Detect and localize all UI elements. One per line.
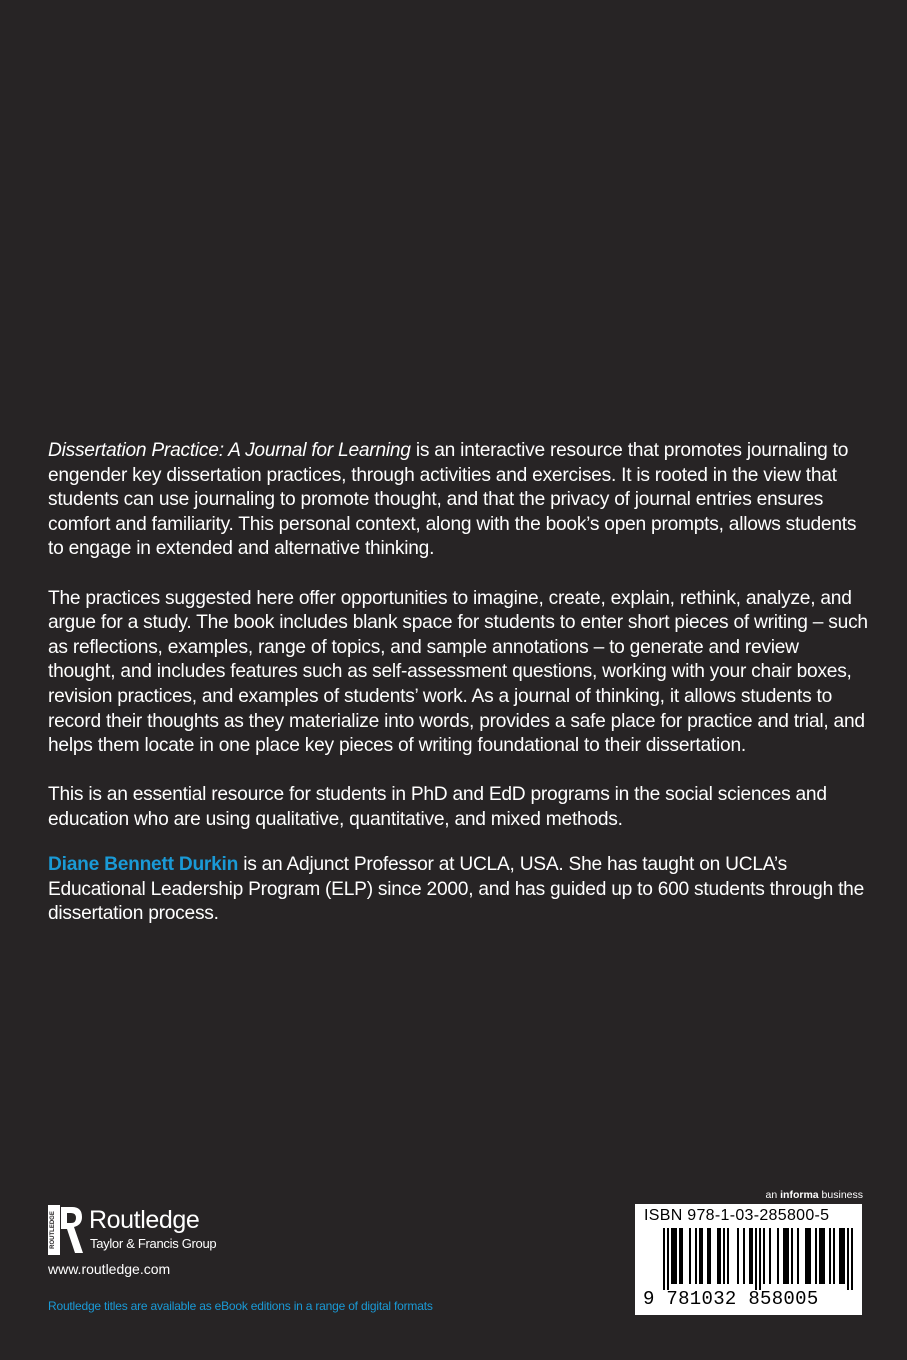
blurb-paragraph-1 (48, 439, 870, 562)
barcode-bar (819, 1228, 821, 1284)
barcode-bar (723, 1228, 725, 1284)
barcode-bar (815, 1228, 817, 1284)
barcode-bar (695, 1228, 697, 1284)
barcode-bar (783, 1228, 785, 1284)
routledge-r-logo-icon (48, 1205, 84, 1255)
barcode-bar (829, 1228, 831, 1284)
barcode-bar (841, 1228, 843, 1284)
isbn-label: ISBN 978-1-03-285800-5 (644, 1207, 830, 1224)
barcode-bar (709, 1228, 711, 1284)
isbn-barcode (635, 1204, 862, 1315)
barcode-bar (751, 1228, 753, 1284)
barcode-bar (763, 1228, 765, 1284)
publisher-website: www.routledge.com (48, 1261, 171, 1277)
barcode-bar (701, 1228, 703, 1284)
publisher-name: Routledge (89, 1206, 200, 1234)
barcode-bar (673, 1228, 675, 1284)
logo-vertical-text: ROUTLEDGE (50, 1211, 56, 1249)
blurb-paragraph-1-text: is an interactive resource that promotes journaling to engender key dissertation practices, through activities and exercises. It is rooted in the view that students can use journaling to promote thought, and that the privacy of journal entries ensures comfort and familiarity. This personal context, along with the book’s open prompts, allows students to engage in extended and alternative thinking. (48, 440, 857, 560)
barcode-bars (635, 1228, 862, 1292)
barcode-bar (727, 1228, 729, 1284)
barcode-bar (755, 1228, 757, 1290)
barcode-bar (807, 1228, 809, 1284)
barcode-bar (717, 1228, 719, 1284)
publisher-group: Taylor & Francis Group (90, 1236, 217, 1251)
barcode-bar (823, 1228, 825, 1284)
barcode-bar (843, 1228, 845, 1284)
publisher-block (48, 1205, 308, 1255)
barcode-bar (681, 1228, 683, 1284)
barcode-bar (759, 1228, 761, 1290)
barcode-bar (833, 1228, 835, 1284)
author-name: Diane Bennett Durkin (48, 854, 239, 876)
barcode-bar (797, 1228, 799, 1284)
barcode-bar (777, 1228, 779, 1284)
informa-brand: informa (780, 1189, 819, 1201)
barcode-bar (785, 1228, 787, 1284)
barcode-bar (769, 1228, 771, 1284)
book-title: Dissertation Practice: A Journal for Learning (48, 440, 411, 461)
barcode-bar (851, 1228, 853, 1290)
barcode-bar (749, 1228, 751, 1284)
back-cover-blurb (48, 439, 870, 951)
barcode-bar (675, 1228, 677, 1284)
blurb-paragraph-2: The practices suggested here offer opportunities to imagine, create, explain, rethink, analyze, and argue for a study. The book includes blank space for students to enter short pieces of writing – such as reflections, examples, range of topics, and sample annotations – to generate and review thought, and includes features such as self-assessment questions, working with your chair boxes, revision practices, and examples of students’ work. As a journal of thinking, it allows students to record their thoughts as they materialize into words, provides a safe place for practice and trial, and helps them locate in one place key pieces of writing foundational to their dissertation. (48, 587, 868, 757)
author-bio-text: is an Adjunct Professor at UCLA, USA. She has taught on UCLA’s Educational Leadership Program (ELP) since 2000, and has guided up to 600 students through the dissertation process. (48, 854, 864, 925)
informa-tagline: an informa business (765, 1189, 863, 1201)
barcode-bar (809, 1228, 811, 1284)
barcode-bar (821, 1228, 823, 1284)
blurb-paragraph-3: This is an essential resource for students in PhD and EdD programs in the social sciences and education who are using qualitative, quantitative, and mixed methods. (48, 784, 827, 830)
barcode-bar (719, 1228, 721, 1284)
barcode-bar (787, 1228, 789, 1284)
barcode-bar (737, 1228, 739, 1284)
barcode-bar (791, 1228, 793, 1284)
ebook-note: Routledge titles are available as eBook editions in a range of digital formats (48, 1299, 433, 1313)
barcode-bar (839, 1228, 841, 1284)
barcode-bar (679, 1228, 681, 1284)
barcode-bar (671, 1228, 673, 1284)
barcode-bar (689, 1228, 691, 1284)
barcode-bar (707, 1228, 709, 1284)
barcode-bar (663, 1228, 665, 1290)
barcode-bar (847, 1228, 849, 1290)
barcode-bar (667, 1228, 669, 1290)
barcode-bar (699, 1228, 701, 1284)
barcode-digits: 9 781032 858005 (643, 1288, 819, 1310)
author-bio (48, 853, 870, 927)
barcode-bar (805, 1228, 807, 1284)
barcode-bar (743, 1228, 745, 1284)
